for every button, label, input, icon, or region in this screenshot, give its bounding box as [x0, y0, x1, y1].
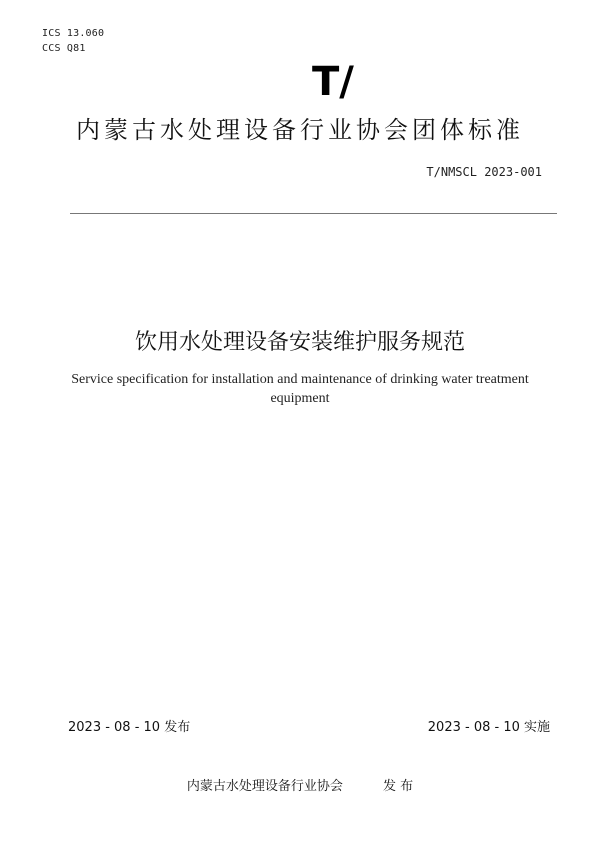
implement-date: 2023 - 08 - 10 实施: [427, 720, 550, 735]
english-title-line-1: Service specification for installation and maintenance of drinking water treatment: [71, 372, 529, 387]
standard-number: T/NMSCL 2023-001: [426, 165, 542, 179]
english-title-line-2: equipment: [270, 391, 330, 406]
header-divider: [70, 213, 557, 214]
issuer-name: 内蒙古水处理设备行业协会: [186, 779, 343, 794]
association-title: 内蒙古水处理设备行业协会团体标准: [76, 116, 524, 144]
document-title-english: [40, 370, 560, 408]
ics-code: ICS 13.060: [42, 28, 105, 39]
publish-date: 2023 - 08 - 10 发布: [68, 720, 191, 735]
issuer-line: [0, 775, 600, 794]
standard-logo: T/: [312, 59, 354, 105]
issuer-action: 发 布: [382, 779, 414, 794]
document-title-chinese: 饮用水处理设备安装维护服务规范: [134, 330, 465, 355]
ccs-code: CCS Q81: [42, 43, 86, 54]
